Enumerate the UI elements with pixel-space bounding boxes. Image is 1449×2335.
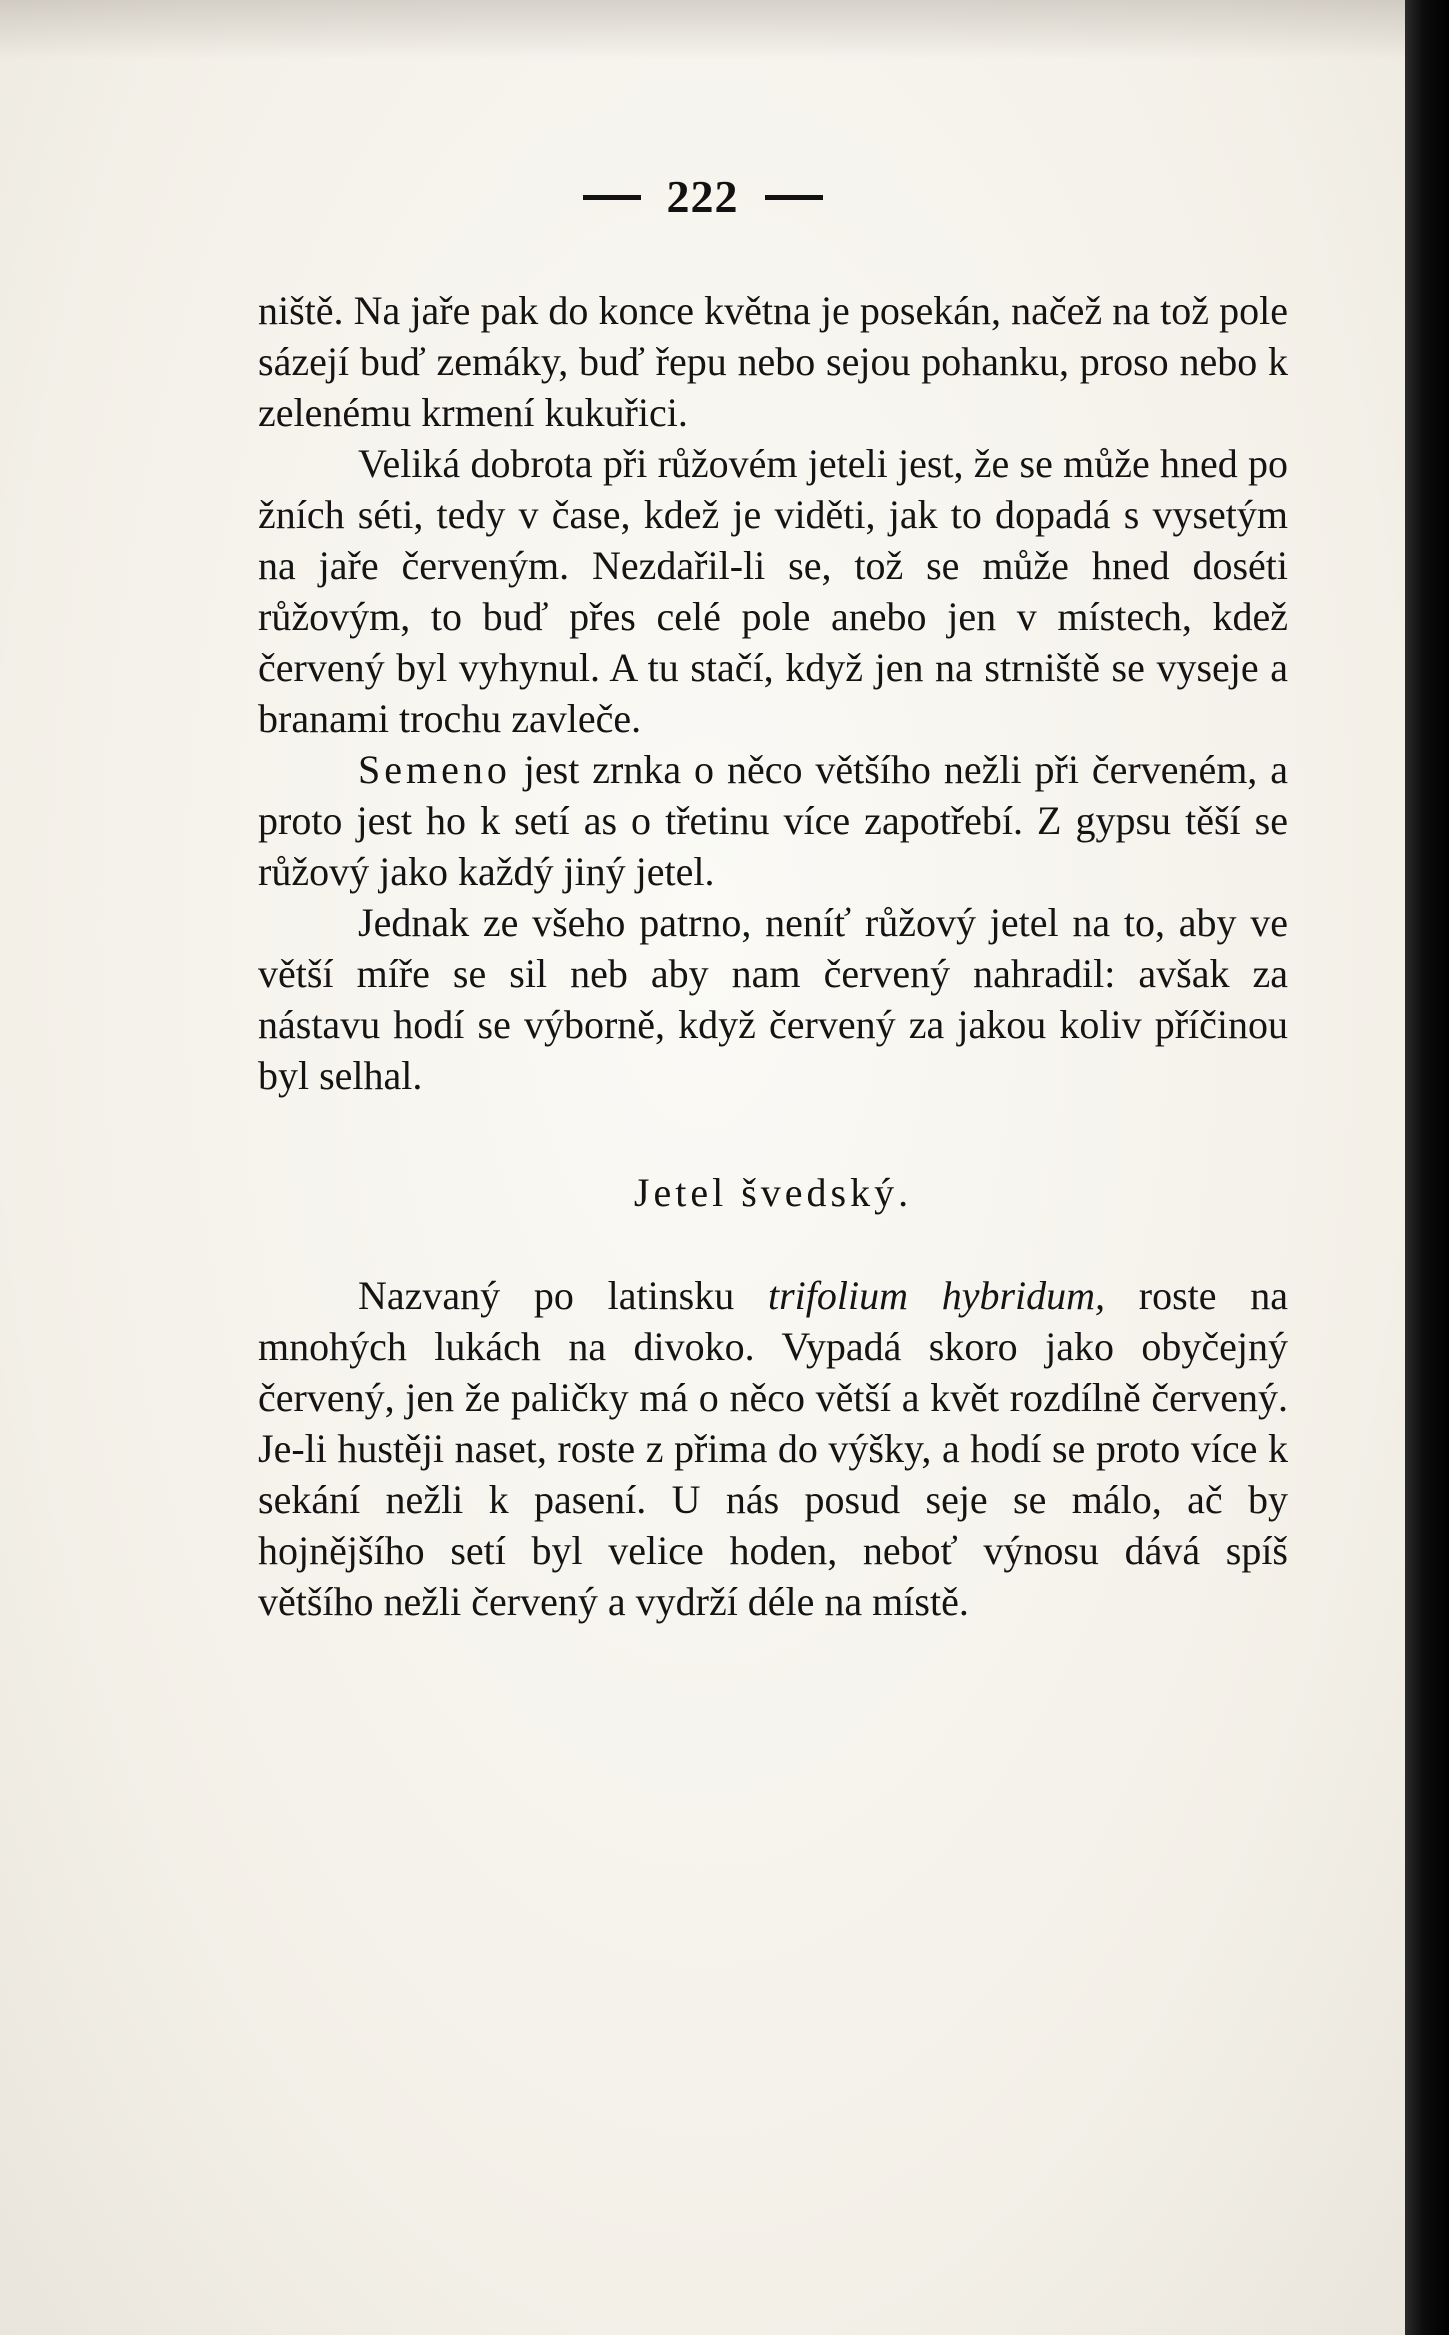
paragraph-5-text: roste na mnohých lukách na divoko. Vypadá skoro jako obyčejný červený, jen že paličky má o něco větší a květ rozdílně červený. Je-li hustěji naset, roste z přima do výšky, a hodí se proto více k sekání nežli k pasení. U nás posud seje se málo, ač by hojnějšího setí byl velice hoden, neboť výnosu dává spíš většího nežli červený a vydrží déle na místě. (258, 1273, 1288, 1624)
page-header (0, 170, 1405, 223)
paragraph-3-text: jest zrnka o něco většího nežli při červeném, a proto jest ho k setí as o třetinu více zapotřebí. Z gypsu těší se růžový jako každý jiný jetel. (258, 747, 1288, 894)
page-number: 222 (666, 171, 739, 222)
paragraph-5 (258, 1270, 1288, 1627)
latin-name: trifolium hybridum, (767, 1273, 1106, 1318)
body-text (258, 285, 1288, 1627)
paragraph-3 (258, 744, 1288, 897)
page-top-shadow (0, 0, 1405, 60)
paragraph-2: Veliká dobrota při růžovém jeteli jest, že se může hned po žních séti, tedy v čase, kdež je viděti, jak to dopadá s vysetým na jaře červeným. Nezdařil-li se, tož se může hned doséti růžovým, to buď přes celé pole anebo jen v místech, kdež červený byl vyhynul. A tu stačí, když jen na strniště se vyseje a branami trochu zavleče. (258, 441, 1288, 741)
header-left-dash (583, 195, 641, 200)
page-edge-shadow (1405, 0, 1449, 2335)
header-right-dash (765, 195, 823, 200)
paragraph-4: Jednak ze všeho patrno, neníť růžový jetel na to, aby ve větší míře se sil neb aby nam červený nahradil: avšak za nástavu hodí se výborně, když červený za jakou koliv příčinou byl selhal. (258, 900, 1288, 1098)
paragraph-1: niště. Na jaře pak do konce května je posekán, načež na tož pole sázejí buď zemáky, buď řepu nebo sejou pohanku, proso nebo k zelenému krmení kukuřici. (258, 288, 1288, 435)
paragraph-5-intro: Nazvaný po latinsku (358, 1273, 768, 1318)
section-heading: Jetel švedský. (633, 1170, 913, 1215)
paragraph-3-lead: Semeno (358, 747, 511, 792)
